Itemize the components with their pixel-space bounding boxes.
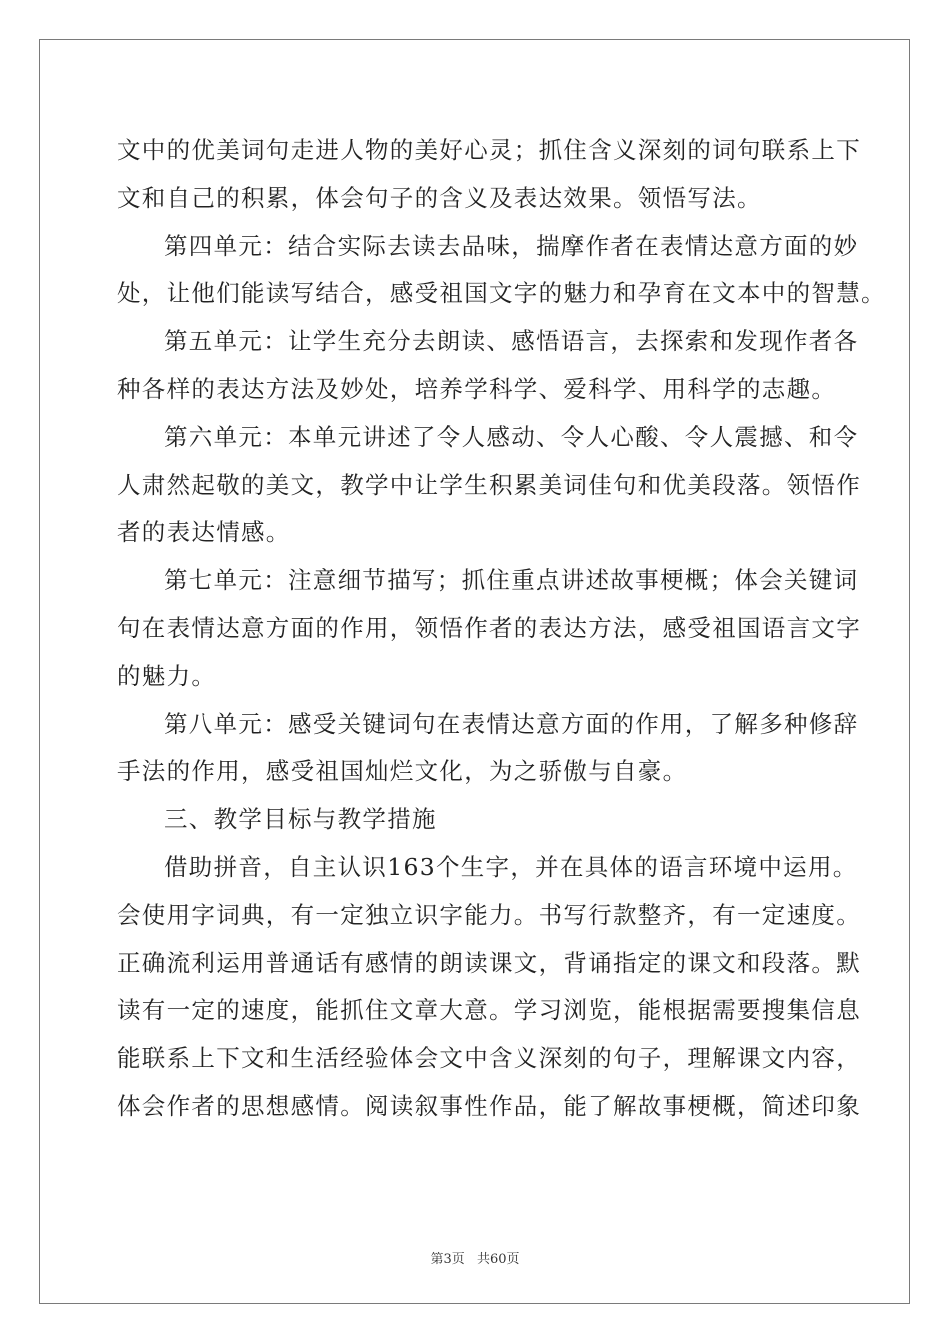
text-line: 种各样的表达方法及妙处，培养学科学、爱科学、用科学的志趣。 [117, 374, 837, 403]
text-line: 第五单元：让学生充分去朗读、感悟语言，去探索和发现作者各 [164, 327, 859, 356]
page-total: 共60页 [476, 1252, 520, 1267]
text-line: 的魅力。 [117, 661, 217, 690]
text-line: 借助拼音，自主认识163个生字，并在具体的语言环境中运用。 [164, 852, 858, 881]
text-line: 体会作者的思想感情。阅读叙事性作品，能了解故事梗概，简述印象 [117, 1091, 861, 1120]
text-line: 句在表情达意方面的作用，领悟作者的表达方法，感受祖国语言文字 [117, 613, 861, 642]
text-line: 会使用字词典，有一定独立识字能力。书写行款整齐，有一定速度。 [117, 900, 861, 929]
text-line: 人肃然起敬的美文，教学中让学生积累美词佳句和优美段落。领悟作 [117, 470, 861, 499]
text-line: 文中的优美词句走进人物的美好心灵；抓住含义深刻的词句联系上下 [117, 136, 861, 164]
text-line: 者的表达情感。 [117, 518, 291, 547]
text-line: 第六单元：本单元讲述了令人感动、令人心酸、令人震撼、和令 [164, 422, 859, 451]
text-line: 能联系上下文和生活经验体会文中含义深刻的句子，理解课文内容， [117, 1044, 861, 1073]
page-footer [0, 1248, 950, 1267]
text-line: 读有一定的速度，能抓住文章大意。学习浏览，能根据需要搜集信息 [117, 996, 861, 1025]
text-line: 第七单元：注意细节描写；抓住重点讲述故事梗概；体会关键词 [164, 566, 859, 595]
text-line: 手法的作用，感受祖国灿烂文化，为之骄傲与自豪。 [117, 757, 688, 786]
text-line: 第八单元：感受关键词句在表情达意方面的作用，了解多种修辞 [164, 709, 859, 738]
text-line: 第四单元：结合实际去读去品味，揣摩作者在表情达意方面的妙 [164, 231, 859, 260]
page-number: 第3页 [430, 1252, 465, 1267]
document-body [117, 127, 886, 1131]
section-heading: 三、教学目标与教学措施 [164, 805, 437, 834]
text-line: 处，让他们能读写结合，感受祖国文字的魅力和孕育在文本中的智慧。 [117, 279, 886, 308]
text-line: 正确流利运用普通话有感情的朗读课文，背诵指定的课文和段落。默 [117, 948, 861, 977]
text-line: 文和自己的积累，体会句子的含义及表达效果。领悟写法。 [117, 183, 762, 212]
